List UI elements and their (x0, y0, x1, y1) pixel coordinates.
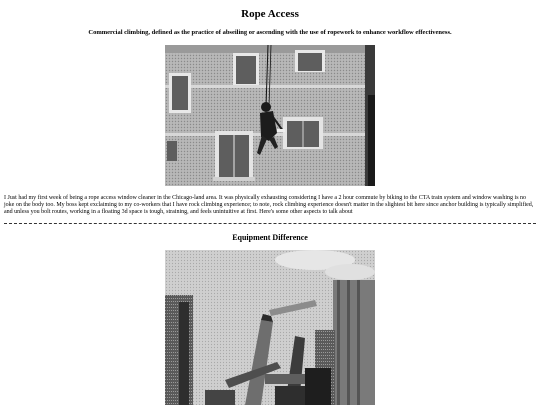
page-subtitle: Commercial climbing, defined as the practice of abseiling or ascending with the use of ropework to enhance workflow effectiveness. (88, 29, 452, 36)
equipment-city-photo (165, 250, 375, 405)
page-title: Rope Access (241, 8, 299, 20)
section-divider (4, 223, 536, 224)
rope-worker-photo (165, 45, 375, 186)
intro-paragraph: I Just had my first week of being a rope access window cleaner in the Chicago-land area. It was physically exhausting considering I have a 2 hour commute by biking to the CTA train system and window washing is no joke on the body too. My boss kept exclaiming to my co-workers that I have rock climbing experience; to note, rock climbing experience doesn't matter in the slightest bit here since anchor building is typically simplified, and unless you bolt routes, working in a floating 3d space is tough, straining, and feels unintuitive at first. Here's some other aspects to talk about (4, 195, 534, 215)
section-heading: Equipment Difference (232, 233, 308, 242)
